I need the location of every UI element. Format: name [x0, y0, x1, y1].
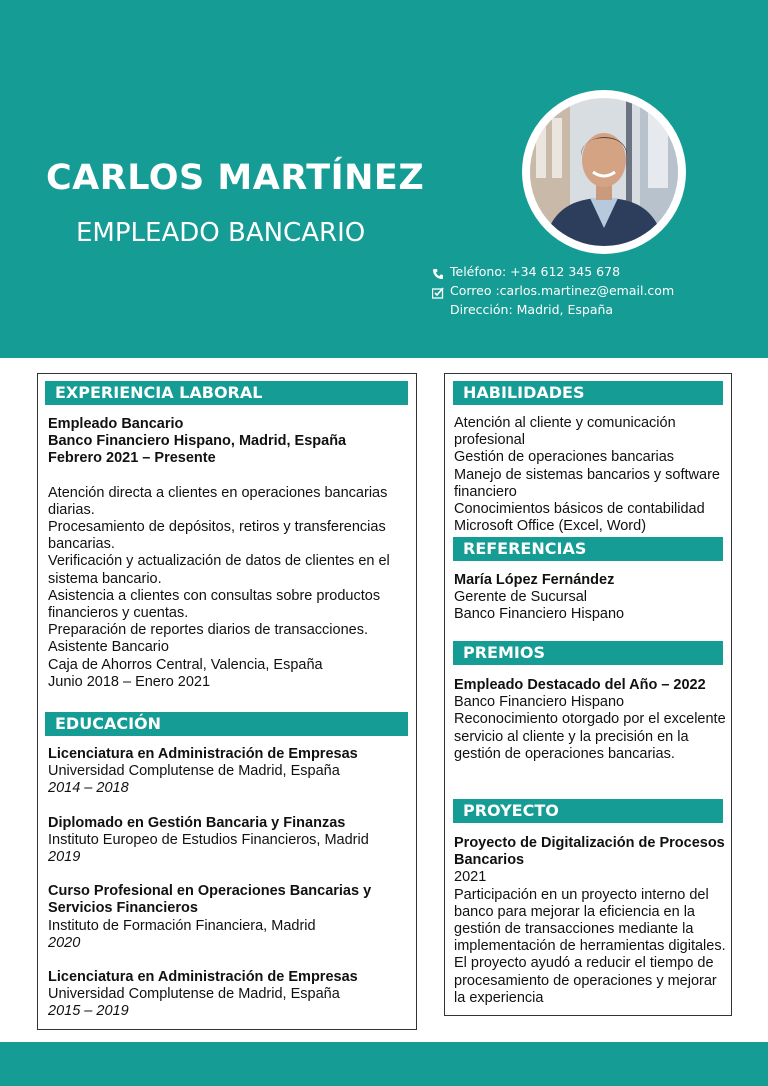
job2-company: Caja de Ahorros Central, Valencia, España [48, 656, 323, 673]
phone-icon [432, 266, 444, 278]
experience-section [48, 416, 410, 691]
footer-band [0, 1042, 768, 1086]
phone-text: Teléfono: +34 612 345 678 [450, 264, 621, 279]
section-title-awards: PREMIOS [453, 641, 723, 665]
references-section [454, 572, 726, 624]
edu-degree: Diplomado en Gestión Bancaria y Finanzas [48, 814, 346, 831]
project-year: 2021 [454, 869, 487, 886]
award-company: Banco Financiero Hispano [454, 694, 625, 711]
project-section [454, 835, 726, 1007]
contact-info [432, 262, 674, 319]
education-section [48, 746, 410, 1021]
email-icon [432, 285, 444, 297]
skill-item: Atención al cliente y comunicación profesional [454, 415, 676, 449]
phone-row [432, 262, 674, 281]
award-description: Reconocimiento otorgado por el excelente servicio al cliente y la precisión en la gestión de operaciones bancarias. [454, 711, 726, 762]
edu-years: 2019 [48, 849, 81, 866]
job1-task: Atención directa a clientes en operaciones bancarias diarias. [48, 484, 388, 518]
section-title-experience: EXPERIENCIA LABORAL [45, 381, 408, 405]
skills-section [454, 415, 726, 535]
awards-section [454, 677, 726, 763]
job-title: EMPLEADO BANCARIO [76, 218, 366, 248]
edu-degree: Licenciatura en Administración de Empresas [48, 746, 358, 762]
section-title-skills: HABILIDADES [453, 381, 723, 405]
edu-degree: Curso Profesional en Operaciones Bancarias y Servicios Financieros [48, 883, 372, 917]
edu-school: Instituto Europeo de Estudios Financieros, Madrid [48, 831, 369, 848]
profile-photo [530, 98, 678, 246]
section-title-references: REFERENCIAS [453, 537, 723, 561]
address-text: Dirección: Madrid, España [450, 302, 614, 317]
edu-school: Universidad Complutense de Madrid, España [48, 986, 340, 1003]
job1-task: Verificación y actualización de datos de clientes en el sistema bancario. [48, 553, 390, 587]
project-description: Participación en un proyecto interno del banco para mejorar la eficiencia en la gestión de transacciones mediante la implementación de herramientas digitales. El proyecto ayudó a reducir el tiempo de procesamiento de operaciones y mejorar la experiencia [454, 886, 726, 1006]
job1-company: Banco Financiero Hispano, Madrid, España [48, 433, 347, 450]
edu-years: 2015 – 2019 [48, 1003, 129, 1020]
skill-item: Gestión de operaciones bancarias [454, 449, 675, 466]
skill-item: Microsoft Office (Excel, Word) [454, 518, 647, 535]
award-name: Empleado Destacado del Año – 2022 [454, 677, 706, 693]
edu-degree: Licenciatura en Administración de Empresas [48, 969, 358, 986]
edu-years: 2020 [48, 934, 81, 951]
skill-item: Conocimientos básicos de contabilidad [454, 501, 705, 518]
reference-company: Banco Financiero Hispano [454, 606, 625, 623]
project-name: Proyecto de Digitalización de Procesos Bancarios [454, 835, 725, 869]
job2-role: Asistente Bancario [48, 639, 169, 656]
email-row [432, 281, 674, 300]
job1-task: Procesamiento de depósitos, retiros y transferencias bancarias. [48, 519, 386, 553]
skill-item: Manejo de sistemas bancarios y software financiero [454, 466, 720, 500]
section-title-project: PROYECTO [453, 799, 723, 823]
email-text: Correo :carlos.martinez@email.com [450, 283, 675, 298]
reference-position: Gerente de Sucursal [454, 589, 587, 606]
person-name: CARLOS MARTÍNEZ [46, 158, 425, 198]
job1-task: Asistencia a clientes con consultas sobre productos financieros y cuentas. [48, 587, 381, 622]
job2-dates: Junio 2018 – Enero 2021 [48, 673, 211, 690]
edu-school: Instituto de Formación Financiera, Madrid [48, 917, 316, 934]
job1-task: Preparación de reportes diarios de transacciones. [48, 622, 368, 639]
address-row [432, 300, 674, 319]
section-title-education: EDUCACIÓN [45, 712, 408, 736]
job1-dates: Febrero 2021 – Presente [48, 450, 216, 467]
edu-years: 2014 – 2018 [48, 780, 129, 797]
edu-school: Universidad Complutense de Madrid, España [48, 763, 340, 780]
job1-role: Empleado Bancario [48, 416, 184, 432]
reference-name: María López Fernández [454, 572, 615, 588]
